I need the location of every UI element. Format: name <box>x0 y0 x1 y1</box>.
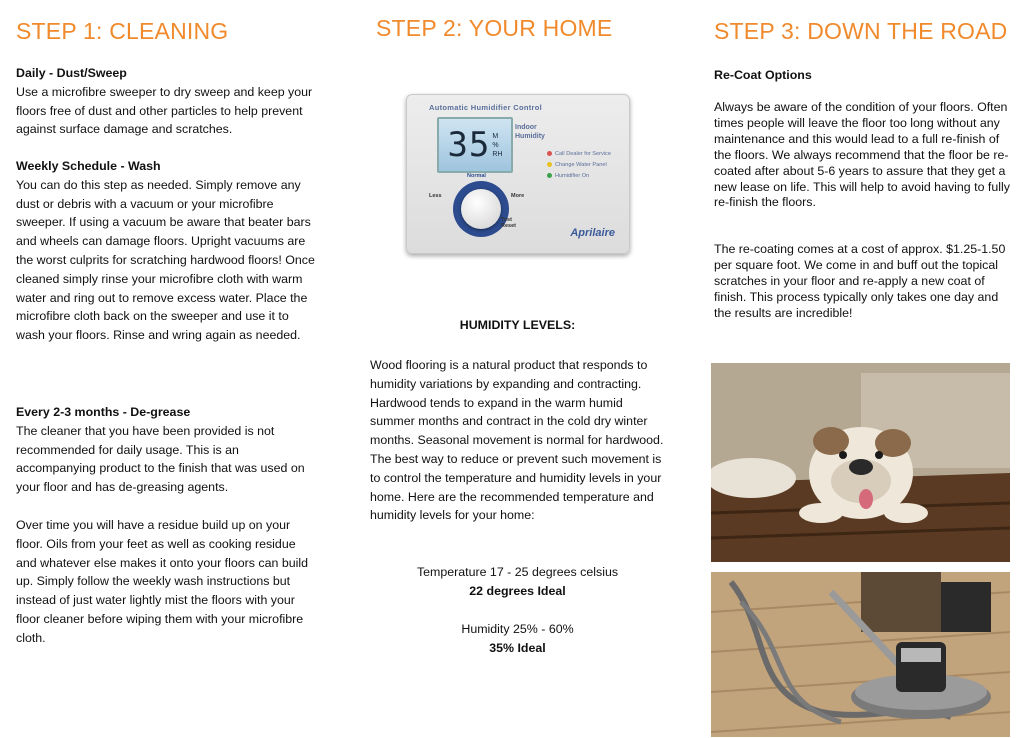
column-down-the-road <box>714 0 1010 738</box>
thermostat-title: Automatic Humidifier Control <box>429 103 542 112</box>
green-led-icon <box>547 173 552 178</box>
daily-section <box>16 64 316 139</box>
residue-text: Over time you will have a residue build up on your floor. Oils from your feet as well as cooking residue and whatever else makes it onto your floors can build up. Simply follow the weekly wash instructions but instead of just water lightly mist the floors with your floor cleaner before wiping them with your microfibre cloth. <box>16 518 309 645</box>
aprilaire-logo: Aprilaire <box>570 227 615 239</box>
weekly-heading: Weekly Schedule - Wash <box>16 159 161 173</box>
led-water-panel: Change Water Panel <box>547 162 607 168</box>
less-label: Less <box>429 193 442 199</box>
humidity-dial-icon <box>461 189 501 229</box>
weekly-section <box>16 157 316 345</box>
indoor-humidity-label: Indoor Humidity <box>515 124 545 140</box>
weekly-text: You can do this step as needed. Simply remove any dust or debris with a vacuum or your microfibre sweeper. If using a vacuum be aware that beater bars and wheels can damage floors. Upright vacuums are the worst culprits for scratching hardwood floors! Once cleaned simply rinse your microfibre cloth with warm water and ring out to remove excess water. Place the microfibre cloth back on the sweeper and use it to wash your floors. Rinse and wring again as needed. <box>16 177 315 343</box>
daily-text: Use a microfibre sweeper to dry sweep and keep your floors free of dust and other particles to help prevent against surface damage and scratches. <box>16 84 313 137</box>
daily-heading: Daily - Dust/Sweep <box>16 66 127 80</box>
humidifier-control-image <box>406 94 630 254</box>
yellow-led-icon <box>547 162 552 167</box>
temperature-ideal: 22 degrees Ideal <box>469 583 566 598</box>
degrease-text: The cleaner that you have been provided is not recommended for daily usage. This is an accompanying product to the finish that was used on your floor and has de-greasing agents. <box>16 423 305 495</box>
temperature-recommendation <box>370 563 665 601</box>
column-cleaning <box>16 0 316 738</box>
humidity-recommendation <box>370 620 665 658</box>
humidity-levels-heading: HUMIDITY LEVELS: <box>459 318 576 332</box>
test-reset-label: Test Reset <box>501 217 516 229</box>
residue-section <box>16 516 316 648</box>
degrease-section <box>16 403 316 497</box>
humidity-ideal: 35% Ideal <box>489 640 546 655</box>
bulldog-photo <box>711 363 1010 562</box>
recoat-text: Always be aware of the condition of your floors. Often times people will leave the floor too long without any maintenance and this would lead to a full re-finish of the floors. We always recommend that the floor be re-coated after about 5-6 years to assure that they get a new lease on life. This will help to avoid having to fully re-finish the floors. <box>714 100 1010 210</box>
lcd-units: M % RH <box>492 132 503 158</box>
led-humidifier-on: Humidifier On <box>547 173 589 179</box>
column-your-home <box>370 0 665 738</box>
lcd-display <box>437 117 513 173</box>
step1-title: STEP 1: CLEANING <box>16 18 229 44</box>
normal-label: Normal <box>467 173 486 179</box>
more-label: More <box>511 193 525 199</box>
recoat-heading: Re-Coat Options <box>714 68 812 82</box>
led-service: Call Dealer for Service <box>547 151 611 157</box>
cost-text: The re-coating comes at a cost of approx. $1.25-1.50 per square foot. We come in and buff out the topical scratches in your floor and re-apply a new coat of finish. This process typically only takes one day and the results are incredible! <box>714 242 1006 320</box>
temperature-range: Temperature 17 - 25 degrees celsius <box>416 565 619 579</box>
humidity-text: Wood flooring is a natural product that responds to humidity variations by expanding and contracting. Hardwood tends to expand in the warm humid summer months and contract in the cold dry winter months. Seasonal movement is normal for hardwood. The best way to reduce or prevent such movement is to control the temperature and humidity levels in your home. Here are the recommended temperature and humidity levels for your home: <box>370 358 664 523</box>
degrease-heading: Every 2-3 months - De-grease <box>16 405 191 419</box>
step3-title: STEP 3: DOWN THE ROAD <box>714 18 1008 44</box>
step2-title: STEP 2: YOUR HOME <box>376 15 613 41</box>
floor-sander-photo <box>711 572 1010 737</box>
red-led-icon <box>547 151 552 156</box>
humidity-range: Humidity 25% - 60% <box>461 622 574 636</box>
humidity-reading: 35 <box>447 125 491 165</box>
